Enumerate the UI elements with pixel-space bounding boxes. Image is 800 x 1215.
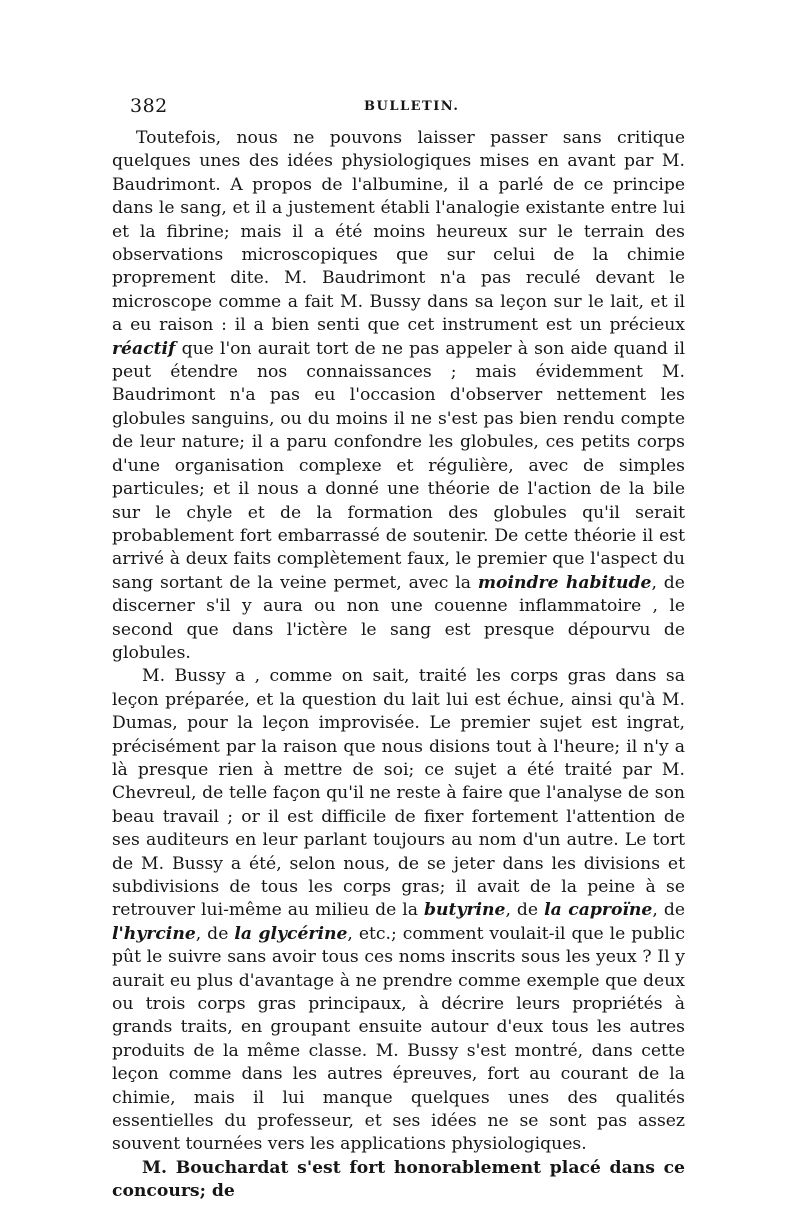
text-run: , de [195, 923, 235, 944]
text-run: , de discerner s'il y aura ou non une couenne inflammatoire , le second que dans l'ictère le sang est presque dépourvu de globules. [112, 572, 685, 663]
italic-term-hyrcine: l'hyrcine [112, 923, 196, 944]
body-text [112, 127, 685, 1204]
text-run: M. Bouchardat s'est fort honorablement placé dans ce concours; de [112, 1157, 685, 1202]
text-run: , de [652, 900, 685, 921]
text-run: , etc.; comment voulait-il que le public pût le suivre sans avoir tous ces noms inscrits sous les yeux ? Il y aurait eu plus d'avantage à ne prendre comme exemple que deux ou trois corps gras principaux, à décrire leurs propriétés à grands traits, en groupant ensuite autour d'eux tous les autres produits de la même classe. M. Bussy s'est montré, dans cette leçon comme dans les autres épreuves, fort au courant de la chimie, mais il lui manque quelques unes des qualités essentielles du professeur, et ses idées ne se sont pas assez souvent tournées vers les applications physiologiques. [112, 923, 685, 1155]
italic-term-reactif: réactif [112, 338, 176, 359]
paragraph-bouchardat [112, 1157, 685, 1204]
text-run: que l'on aurait tort de ne pas appeler à son aide quand il peut étendre nos connaissances ; mais évidemment M. Baudrimont n'a pas eu l'occasion d'observer nettement les globules sanguins, ou du moins il ne s'est pas bien rendu compte de leur nature; il a paru confondre les globules, ces petits corps d'une organisation complexe et régulière, avec de simples particules; et il nous a donné une théorie de l'action de la bile sur le chyle et de la formation des globules qu'il serait probablement fort embarrassé de soutenir. De cette théorie il est arrivé à deux faits complètement faux, le premier que l'aspect du sang sortant de la veine permet, avec la [112, 338, 685, 593]
paragraph-baudrimont-critique [112, 127, 685, 665]
text-run: , de [505, 900, 545, 921]
running-head [130, 95, 678, 121]
italic-term-glycerine: la glycérine [234, 923, 348, 944]
text-run: Toutefois, nous ne pouvons laisser passer sans critique quelques unes des idées physiologiques mises en avant par M. Baudrimont. A propos de l'albumine, il a parlé de ce principe dans le sang, et il a justement établi l'analogie existante entre lui et la fibrine; mais il a été moins heureux sur le terrain des observations microscopiques que sur celui de la chimie proprement dite. M. Baudrimont n'a pas reculé devant le microscope comme a fait M. Bussy dans sa leçon sur le lait, et il a eu raison : il a bien senti que cet instrument est un précieux [112, 128, 685, 336]
italic-term-moindre-habitude: moindre habitude [477, 572, 652, 593]
page-number: 382 [130, 95, 168, 117]
running-title: BULLETIN. [364, 99, 460, 114]
italic-term-caproine: la caproïne [544, 900, 653, 921]
paragraph-bussy-corps-gras [112, 665, 685, 1157]
text-run: M. Bussy a , comme on sait, traité les corps gras dans sa leçon préparée, et la question du lait lui est échue, ainsi qu'à M. Dumas, pour la leçon improvisée. Le premier sujet est ingrat, précisément par la raison que nous disions tout à l'heure; il n'y a là presque rien à mettre de soi; ce sujet a été traité par M. Chevreul, de telle façon qu'il ne reste à faire que l'analyse de son beau travail ; or il est difficile de fixer fortement l'attention de ses auditeurs en leur parlant toujours au nom d'un autre. Le tort de M. Bussy a été, selon nous, de se jeter dans les divisions et subdivisions de tous les corps gras; il avait de la peine à se retrouver lui-même au milieu de la [112, 666, 685, 921]
italic-term-butyrine: butyrine [424, 900, 506, 921]
